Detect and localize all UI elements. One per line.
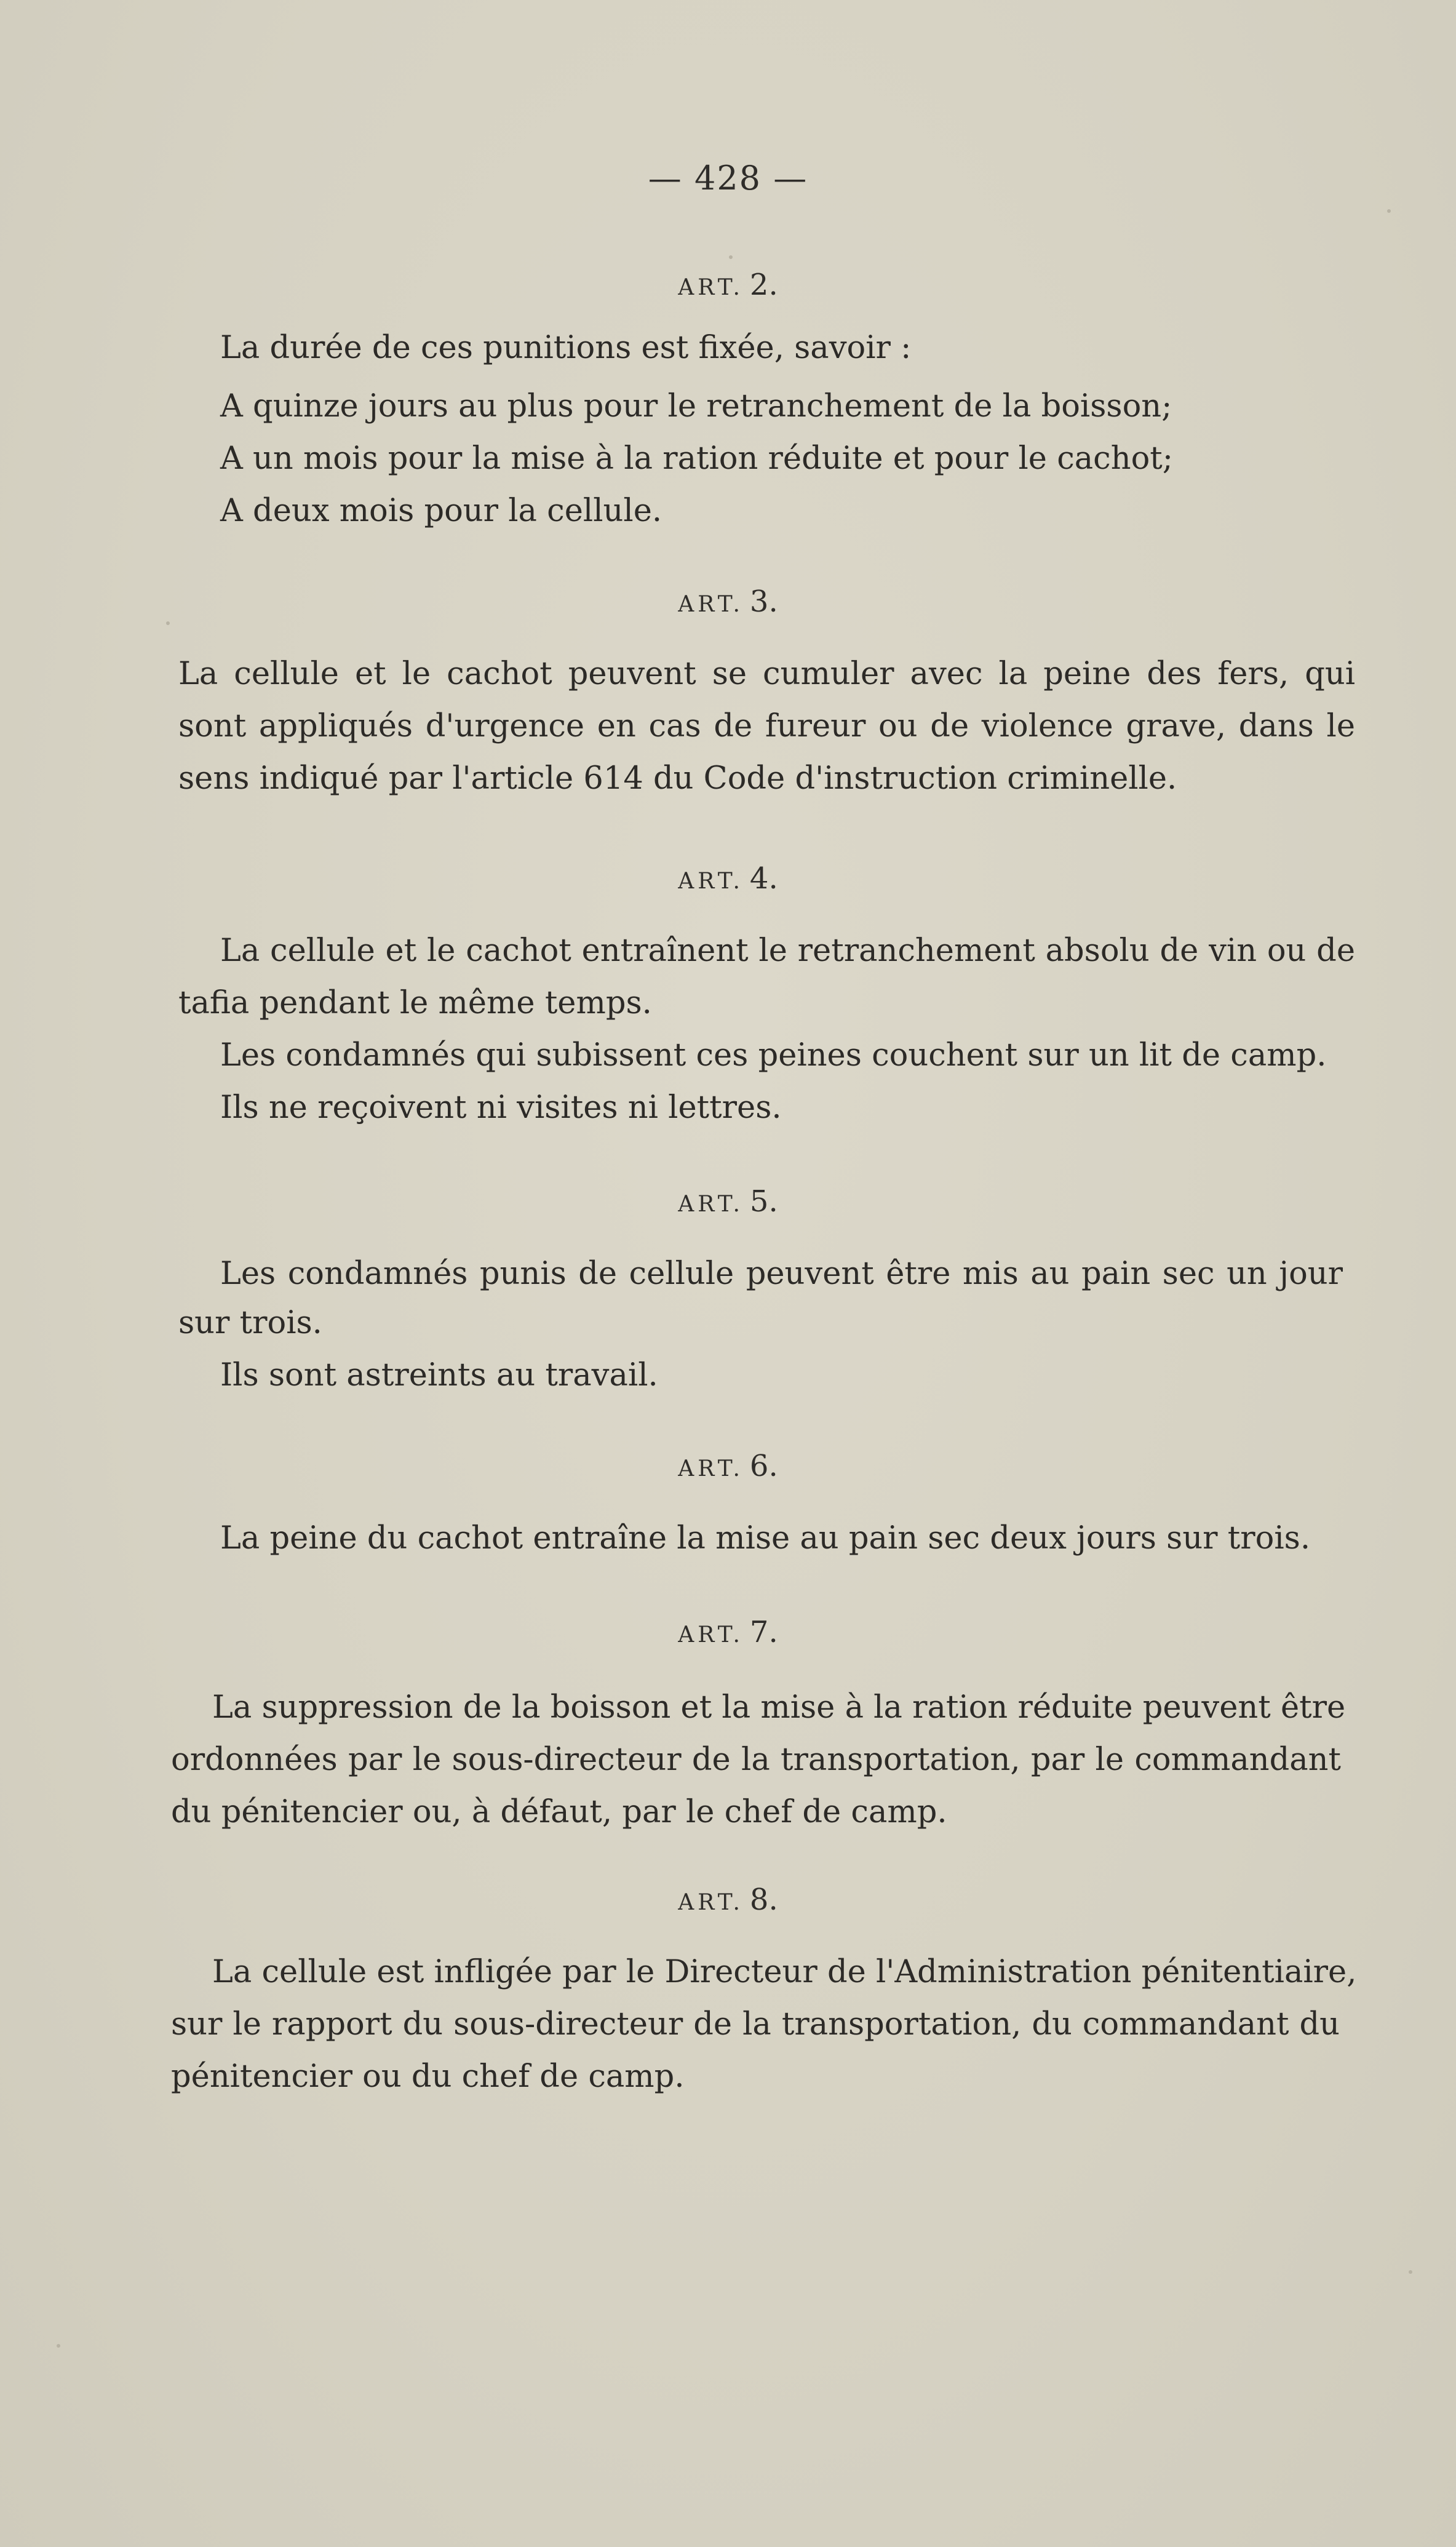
article-4-line-4: Ils ne reçoivent ni visites ni lettres. (220, 1090, 782, 1126)
paper-speck (1387, 209, 1391, 213)
article-5-heading (0, 1184, 1456, 1219)
paper-speck (57, 2344, 60, 2348)
article-2-line-4: A deux mois pour la cellule. (220, 493, 662, 529)
article-5-line-2: sur trois. (178, 1305, 322, 1341)
article-number: 7. (749, 1615, 778, 1649)
article-8-line-2: sur le rapport du sous-directeur de la transportation, du commandant du (171, 2006, 1340, 2043)
article-number: 2. (749, 268, 778, 302)
article-number: 5. (749, 1184, 778, 1219)
article-label: ART. (678, 592, 744, 617)
article-2-line-2: A quinze jours au plus pour le retranchement de la boisson; (220, 388, 1172, 424)
article-3-heading (0, 584, 1456, 619)
article-2-line-3: A un mois pour la mise à la ration réduite et pour le cachot; (220, 440, 1173, 477)
article-label: ART. (678, 275, 744, 300)
article-3-line-3: sens indiqué par l'article 614 du Code d'instruction criminelle. (178, 760, 1177, 797)
article-3-line-1: La cellule et le cachot peuvent se cumuler avec la peine des fers, qui (178, 656, 1355, 692)
article-label: ART. (678, 1622, 744, 1648)
article-2-heading (0, 268, 1456, 302)
paper-speck (729, 255, 733, 259)
article-8-heading (0, 1883, 1456, 1917)
article-label: ART. (678, 1456, 744, 1481)
article-7-line-1: La suppression de la boisson et la mise à la ration réduite peuvent être (212, 1689, 1346, 1726)
article-4-heading (0, 861, 1456, 896)
article-label: ART. (678, 1192, 744, 1217)
article-number: 4. (749, 861, 778, 896)
article-4-line-2: tafia pendant le même temps. (178, 985, 652, 1021)
article-label: ART. (678, 869, 744, 894)
article-3-line-2: sont appliqués d'urgence en cas de fureur ou de violence grave, dans le (178, 708, 1355, 744)
article-6-heading (0, 1449, 1456, 1483)
article-5-line-3: Ils sont astreints au travail. (220, 1357, 658, 1393)
article-number: 3. (749, 584, 778, 619)
article-8-line-3: pénitencier ou du chef de camp. (171, 2059, 685, 2095)
article-2-line-1: La durée de ces punitions est fixée, savoir : (220, 330, 912, 366)
article-7-heading (0, 1615, 1456, 1649)
article-6-line-1: La peine du cachot entraîne la mise au pain sec deux jours sur trois. (220, 1520, 1311, 1556)
article-5-line-1: Les condamnés punis de cellule peuvent être mis au pain sec un jour (220, 1256, 1343, 1292)
page-number: — 428 — (648, 159, 808, 197)
article-number: 8. (749, 1883, 778, 1917)
article-4-line-1: La cellule et le cachot entraînent le retranchement absolu de vin ou de (220, 933, 1355, 969)
article-7-line-3: du pénitencier ou, à défaut, par le chef de camp. (171, 1794, 947, 1830)
article-4-line-3: Les condamnés qui subissent ces peines couchent sur un lit de camp. (220, 1037, 1327, 1074)
article-8-line-1: La cellule est infligée par le Directeur de l'Administration pénitentiaire, (212, 1954, 1357, 1990)
paper-speck (1409, 2270, 1412, 2274)
article-label: ART. (678, 1890, 744, 1915)
paper-speck (166, 621, 170, 625)
article-7-line-2: ordonnées par le sous-directeur de la transportation, par le commandant (171, 1742, 1341, 1778)
article-number: 6. (749, 1449, 778, 1483)
